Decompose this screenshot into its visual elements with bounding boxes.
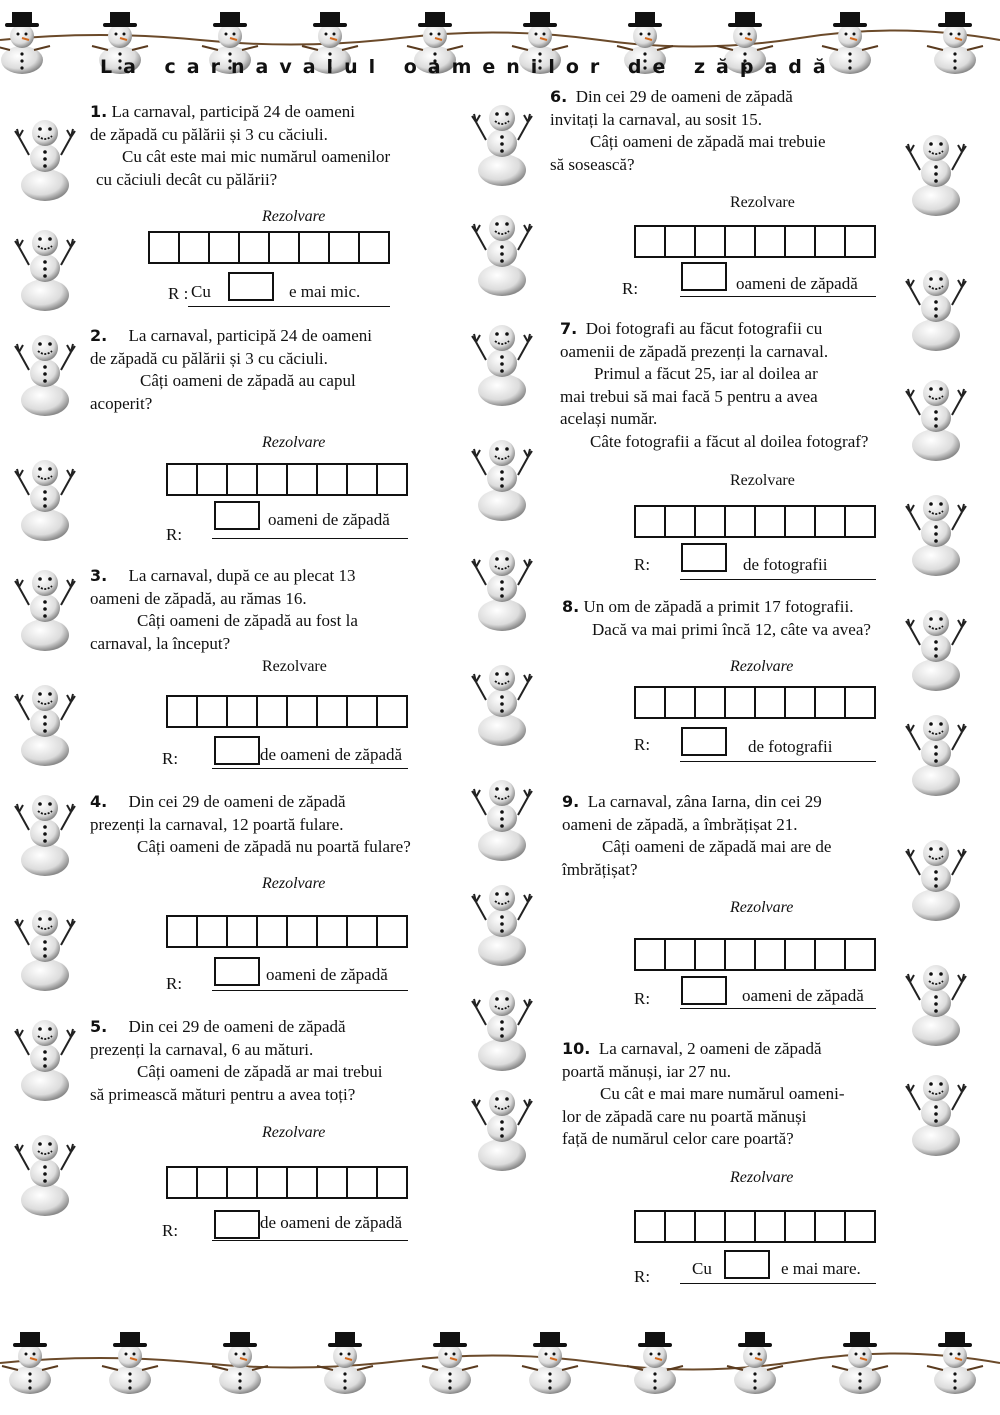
problem-text: cu căciuli decât cu pălării?: [96, 169, 278, 189]
answer-suffix: e mai mare.: [781, 1259, 861, 1278]
problem-text: La carnaval, participă 24 de oameni: [111, 102, 356, 121]
snowman-icon: [906, 495, 966, 576]
problem-number: 8.: [562, 597, 580, 616]
answer-line: [680, 761, 876, 762]
problem-text: La carnaval, după ce au plecat 13: [128, 566, 356, 585]
rezolvare-label: Rezolvare: [262, 434, 326, 451]
problem-4: [90, 791, 450, 859]
snowman-icon: [15, 1020, 75, 1101]
snowman-icon: [472, 440, 532, 521]
answer-box[interactable]: [681, 543, 727, 572]
problem-text: să sosească?: [550, 154, 635, 174]
problem-text: La carnaval, 2 oameni de zăpadă: [598, 1039, 822, 1058]
problem-text: Câți oameni de zăpadă mai trebuie: [590, 132, 826, 151]
snowman-icon: [15, 570, 75, 651]
snowman-icon: [472, 1090, 532, 1171]
answer-label: R:: [166, 974, 183, 993]
snowman-icon: [15, 685, 75, 766]
problem-number: 4.: [90, 792, 108, 811]
snowman-icon: [906, 380, 966, 461]
snowman-icon: [906, 965, 966, 1046]
problem-text: poartă mănuși, iar 27 nu.: [562, 1061, 732, 1081]
snowman-icon: [15, 460, 75, 541]
answer-suffix: oameni de zăpadă: [266, 965, 388, 984]
problem-text: oamenii de zăpadă prezenți la carnaval.: [560, 341, 829, 361]
snowman-icon: [906, 840, 966, 921]
snowman-icon: [15, 335, 75, 416]
answer-box[interactable]: [214, 1210, 260, 1239]
snowman-icon: [15, 795, 75, 876]
problem-5: [90, 1016, 450, 1106]
answer-grid[interactable]: [148, 231, 390, 264]
answer-prefix: Cu: [692, 1259, 712, 1278]
answer-suffix: de fotografii: [748, 737, 833, 756]
problem-text: Câți oameni de zăpadă mai are de: [602, 837, 832, 856]
rezolvare-label: Rezolvare: [730, 899, 794, 916]
problem-text: Câți oameni de zăpadă nu poartă fulare?: [137, 837, 411, 856]
answer-grid[interactable]: [634, 505, 876, 538]
problem-text: La carnaval, participă 24 de oameni: [128, 326, 373, 345]
snowman-icon: [472, 550, 532, 631]
problem-number: 9.: [562, 792, 580, 811]
snowman-icon: [472, 105, 532, 186]
answer-line: [188, 306, 390, 307]
answer-suffix: e mai mic.: [289, 282, 361, 301]
answer-grid[interactable]: [166, 1166, 408, 1199]
answer-label: R:: [634, 555, 651, 574]
answer-label: R:: [634, 1267, 651, 1286]
snowman-icon: [906, 270, 966, 351]
answer-line: [212, 768, 408, 769]
problem-number: 7.: [560, 319, 578, 338]
problem-1: [90, 101, 450, 191]
answer-grid[interactable]: [166, 915, 408, 948]
problem-text: oameni de zăpadă, au rămas 16.: [90, 588, 307, 608]
answer-box[interactable]: [214, 501, 260, 530]
snowman-icon: [15, 230, 75, 311]
problem-text: La carnaval, zâna Iarna, din cei 29: [587, 792, 822, 811]
problem-9: [562, 791, 888, 881]
answer-box[interactable]: [214, 736, 260, 765]
problem-number: 10.: [562, 1039, 591, 1058]
snowman-icon: [906, 1075, 966, 1156]
answer-grid[interactable]: [634, 1210, 876, 1243]
answer-suffix: oameni de zăpadă: [736, 274, 858, 293]
problem-text: să primească mături pentru a avea toți?: [90, 1084, 356, 1104]
problem-text: Din cei 29 de oameni de zăpadă: [575, 87, 793, 106]
problem-number: 6.: [550, 87, 568, 106]
problem-text: Câte fotografii a făcut al doilea fotograf?: [590, 431, 869, 451]
rezolvare-label: Rezolvare: [262, 875, 326, 892]
problem-7: [560, 318, 894, 453]
rezolvare-label: Rezolvare: [730, 658, 794, 675]
problem-text: Din cei 29 de oameni de zăpadă: [128, 792, 346, 811]
problem-number: 5.: [90, 1017, 108, 1036]
answer-line: [680, 296, 876, 297]
answer-label: R:: [622, 279, 639, 298]
answer-grid[interactable]: [634, 686, 876, 719]
answer-box[interactable]: [681, 262, 727, 291]
problem-6: [550, 86, 890, 176]
answer-box[interactable]: [681, 727, 727, 756]
problem-8: [562, 596, 902, 641]
snowman-icon: [906, 715, 966, 796]
snowman-icon: [906, 135, 966, 216]
problem-text: Câți oameni de zăpadă au fost la: [137, 611, 358, 630]
problem-text: Câți oameni de zăpadă au capul: [140, 371, 356, 390]
answer-prefix: Cu: [191, 282, 211, 301]
problem-text: Cu cât este mai mic numărul oamenilor: [122, 147, 391, 166]
answer-label: R:: [634, 989, 651, 1008]
snowman-icon: [906, 610, 966, 691]
snowman-icon: [15, 1135, 75, 1216]
snowman-icon: [15, 910, 75, 991]
problem-2: [90, 325, 428, 415]
answer-label: R:: [634, 735, 651, 754]
snowman-icon: [472, 665, 532, 746]
problem-text: îmbrățișat?: [562, 859, 638, 879]
answer-grid[interactable]: [166, 463, 408, 496]
answer-label: R:: [166, 525, 183, 544]
answer-line: [212, 1240, 408, 1241]
answer-line: [212, 538, 408, 539]
snowman-icon: [472, 215, 532, 296]
answer-box[interactable]: [214, 957, 260, 986]
problem-text: Doi fotografi au făcut fotografii cu: [585, 319, 823, 338]
problem-text: Primul a făcut 25, iar al doilea ar: [594, 364, 818, 383]
answer-label: R:: [162, 749, 179, 768]
snowman-icon: [472, 325, 532, 406]
answer-suffix: de oameni de zăpadă: [260, 745, 403, 764]
answer-label: R:: [162, 1221, 179, 1240]
problem-text: Din cei 29 de oameni de zăpadă: [128, 1017, 346, 1036]
answer-grid[interactable]: [634, 225, 876, 258]
snowman-icon: [472, 885, 532, 966]
problem-text: carnaval, la început?: [90, 633, 231, 653]
problem-text: lor de zăpadă care nu poartă mănuși: [562, 1106, 807, 1126]
rezolvare-label: Rezolvare: [262, 208, 326, 225]
snowman-icon: [472, 990, 532, 1071]
problem-10: [562, 1038, 882, 1151]
problem-number: 1.: [90, 102, 108, 121]
problem-text: de zăpadă cu pălării și 3 cu căciuli.: [90, 124, 328, 144]
answer-line: [680, 1008, 876, 1009]
answer-line: [680, 579, 876, 580]
page-title: La carnavalul oamenilor de zăpadă: [100, 56, 837, 78]
answer-box[interactable]: [681, 976, 727, 1005]
problem-text: același număr.: [560, 409, 658, 428]
answer-grid[interactable]: [166, 695, 408, 728]
rezolvare-label: Rezolvare: [730, 1169, 794, 1186]
answer-suffix: oameni de zăpadă: [742, 986, 864, 1005]
answer-suffix: de fotografii: [743, 555, 828, 574]
problem-number: 2.: [90, 326, 108, 345]
answer-label: R :: [168, 284, 189, 303]
problem-text: mai trebui să mai facă 5 pentru a avea: [560, 386, 818, 406]
problem-text: oameni de zăpadă, a îmbrățișat 21.: [562, 814, 798, 834]
problem-text: de zăpadă cu pălării și 3 cu căciuli.: [90, 348, 328, 368]
answer-line: [680, 1283, 876, 1284]
snowman-icon: [15, 120, 75, 201]
problem-text: față de numărul celor care poartă?: [562, 1129, 794, 1148]
problem-text: Cu cât e mai mare numărul oameni-: [600, 1084, 845, 1103]
rezolvare-label: Rezolvare: [730, 194, 795, 211]
problem-text: invitați la carnaval, au sosit 15.: [550, 109, 762, 129]
answer-grid[interactable]: [634, 938, 876, 971]
problem-number: 3.: [90, 566, 108, 585]
problem-3: [90, 565, 420, 655]
rezolvare-label: Rezolvare: [262, 658, 327, 675]
rezolvare-label: Rezolvare: [262, 1124, 326, 1141]
problem-text: prezenți la carnaval, 12 poartă fulare.: [90, 814, 344, 834]
answer-line: [212, 990, 408, 991]
answer-box[interactable]: [724, 1250, 770, 1279]
problem-text: Dacă va mai primi încă 12, câte va avea?: [592, 619, 871, 639]
problem-text: acoperit?: [90, 393, 153, 413]
problem-text: Câți oameni de zăpadă ar mai trebui: [137, 1062, 383, 1081]
answer-box[interactable]: [228, 272, 274, 301]
answer-suffix: de oameni de zăpadă: [260, 1213, 403, 1232]
rezolvare-label: Rezolvare: [730, 472, 795, 489]
problem-text: Un om de zăpadă a primit 17 fotografii.: [583, 597, 854, 616]
problem-text: prezenți la carnaval, 6 au mături.: [90, 1039, 314, 1059]
answer-suffix: oameni de zăpadă: [268, 510, 390, 529]
snowman-icon: [472, 780, 532, 861]
